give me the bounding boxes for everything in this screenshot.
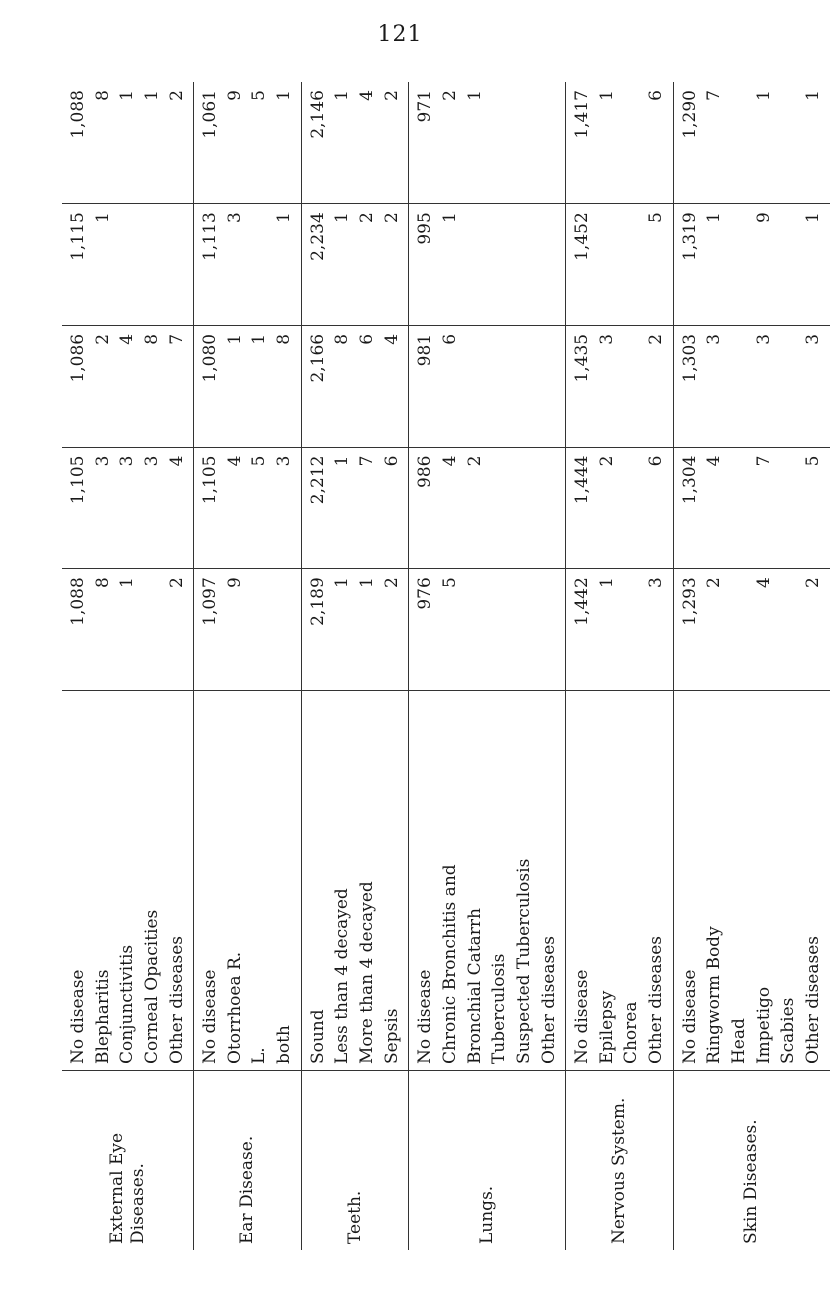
condition-label: Epilepsy bbox=[596, 990, 617, 1065]
count-value bbox=[776, 332, 801, 441]
condition-label: Sepsis bbox=[381, 1008, 402, 1065]
count-value: 1 bbox=[439, 212, 460, 224]
count-column bbox=[566, 82, 674, 204]
count-value: 1 bbox=[332, 212, 353, 224]
count-column bbox=[62, 325, 194, 447]
group-row bbox=[409, 82, 566, 1250]
count-value bbox=[776, 88, 801, 197]
count-value: 1,097 bbox=[200, 577, 221, 626]
count-value: 2 bbox=[166, 90, 187, 101]
count-value: 3 bbox=[704, 333, 725, 345]
count-value bbox=[487, 88, 512, 197]
count-value: 1,304 bbox=[679, 455, 700, 505]
count-value: 3 bbox=[117, 455, 138, 467]
count-value: 1,080 bbox=[200, 333, 221, 383]
count-column bbox=[301, 325, 409, 447]
count-value: 6 bbox=[646, 90, 667, 101]
condition-label: Blepharitis bbox=[92, 969, 113, 1065]
category-label: Skin Diseases. bbox=[673, 1071, 829, 1250]
count-value: 1,417 bbox=[572, 90, 593, 139]
statistics-table bbox=[62, 82, 830, 1250]
count-value: 1,105 bbox=[200, 455, 221, 505]
count-value: 5 bbox=[249, 455, 270, 467]
count-value: 3 bbox=[596, 333, 617, 345]
count-column bbox=[194, 569, 302, 691]
count-value: 5 bbox=[439, 577, 460, 589]
count-value: 7 bbox=[704, 90, 725, 101]
count-value: 2 bbox=[381, 90, 402, 101]
count-column bbox=[566, 447, 674, 569]
condition-label: Conjunctivitis bbox=[117, 944, 138, 1065]
count-value: 4 bbox=[439, 455, 460, 467]
condition-label: Chorea bbox=[621, 1001, 642, 1065]
count-value: 2 bbox=[802, 577, 823, 589]
condition-label: Corneal Opacities bbox=[141, 909, 162, 1065]
count-value: 5 bbox=[802, 455, 823, 467]
condition-label: Sound bbox=[307, 1009, 328, 1065]
count-value: 1,442 bbox=[572, 577, 593, 626]
count-value: 5 bbox=[249, 90, 270, 101]
count-value: 2 bbox=[439, 90, 460, 101]
condition-list bbox=[409, 690, 566, 1070]
condition-label: Other diseases bbox=[802, 935, 823, 1065]
count-value: 3 bbox=[753, 333, 774, 345]
count-value bbox=[595, 210, 620, 319]
category-label: External Eye Diseases. bbox=[62, 1071, 194, 1250]
page-number: 121 bbox=[377, 22, 423, 47]
category-label: Nervous System. bbox=[566, 1071, 674, 1250]
count-value bbox=[140, 575, 165, 684]
count-value bbox=[115, 210, 140, 319]
category-label: Teeth. bbox=[301, 1071, 409, 1250]
condition-label: Scabies bbox=[778, 997, 799, 1065]
count-column bbox=[301, 569, 409, 691]
count-column bbox=[62, 447, 194, 569]
count-column bbox=[409, 447, 566, 569]
count-value: 1,115 bbox=[68, 212, 88, 261]
count-value: 1 bbox=[802, 212, 823, 224]
condition-label: Impetigo bbox=[753, 986, 774, 1065]
count-value bbox=[619, 454, 644, 563]
count-value bbox=[537, 454, 562, 563]
count-value: 2,166 bbox=[307, 333, 328, 383]
condition-label: Other diseases bbox=[538, 935, 559, 1065]
count-value: 2 bbox=[704, 577, 725, 589]
count-value: 2 bbox=[357, 212, 378, 224]
count-value: 1 bbox=[753, 90, 774, 101]
condition-label: No disease bbox=[200, 969, 221, 1065]
condition-label: Chronic Bronchitis and bbox=[439, 864, 460, 1065]
count-value: 1,452 bbox=[572, 212, 593, 261]
count-value: 3 bbox=[141, 455, 162, 467]
count-value: 8 bbox=[92, 577, 113, 589]
count-value bbox=[463, 575, 488, 684]
count-value: 4 bbox=[704, 455, 725, 467]
count-column bbox=[673, 447, 829, 569]
count-column bbox=[409, 204, 566, 326]
count-value: 1,435 bbox=[572, 333, 593, 383]
condition-list bbox=[62, 690, 194, 1070]
count-value: 2 bbox=[166, 577, 187, 589]
count-column bbox=[409, 82, 566, 204]
count-value: 981 bbox=[415, 333, 436, 367]
count-value: 1 bbox=[332, 455, 353, 467]
count-value: 1 bbox=[224, 333, 245, 345]
count-value: 4 bbox=[117, 333, 138, 345]
table-body bbox=[62, 82, 830, 1250]
count-value bbox=[537, 210, 562, 319]
count-value bbox=[776, 454, 801, 563]
count-value: 1,086 bbox=[68, 333, 88, 383]
count-value: 6 bbox=[357, 333, 378, 345]
count-column bbox=[673, 82, 829, 204]
condition-label: Other diseases bbox=[646, 935, 667, 1065]
count-value: 2,212 bbox=[307, 455, 328, 505]
condition-label: Other diseases bbox=[166, 935, 187, 1065]
count-value: 1 bbox=[117, 577, 138, 589]
count-value bbox=[487, 575, 512, 684]
count-value: 4 bbox=[166, 455, 187, 467]
count-value bbox=[727, 210, 752, 319]
condition-label: No disease bbox=[572, 969, 593, 1065]
count-column bbox=[301, 447, 409, 569]
condition-label: Tuberculosis bbox=[489, 953, 510, 1065]
condition-label: Suspected Tuberculosis bbox=[513, 858, 534, 1065]
count-value bbox=[619, 575, 644, 684]
count-value bbox=[537, 88, 562, 197]
condition-list bbox=[566, 690, 674, 1070]
count-value: 1 bbox=[357, 577, 378, 589]
count-value: 1,444 bbox=[572, 455, 593, 505]
condition-label: Otorrhoea R. bbox=[224, 951, 245, 1065]
count-value: 9 bbox=[753, 212, 774, 224]
count-value: 4 bbox=[357, 90, 378, 101]
count-value bbox=[272, 575, 297, 684]
count-value bbox=[247, 575, 272, 684]
count-value: 2 bbox=[646, 333, 667, 345]
count-column bbox=[566, 325, 674, 447]
condition-label: No disease bbox=[679, 969, 700, 1065]
count-value bbox=[537, 575, 562, 684]
count-value: 8 bbox=[274, 333, 295, 345]
count-value: 1 bbox=[274, 90, 295, 101]
count-value: 976 bbox=[415, 577, 436, 610]
count-value bbox=[512, 454, 537, 563]
count-value bbox=[463, 210, 488, 319]
count-column bbox=[194, 325, 302, 447]
count-column bbox=[673, 569, 829, 691]
count-value: 2 bbox=[464, 455, 485, 467]
count-value: 2 bbox=[92, 333, 113, 345]
count-value: 7 bbox=[357, 455, 378, 467]
group-row bbox=[301, 82, 409, 1250]
count-column bbox=[194, 82, 302, 204]
count-value: 2 bbox=[596, 455, 617, 467]
count-value: 7 bbox=[753, 455, 774, 467]
count-value: 1 bbox=[464, 90, 485, 101]
count-value bbox=[247, 210, 272, 319]
count-value: 1,293 bbox=[679, 577, 700, 626]
count-value: 2,189 bbox=[307, 577, 328, 626]
count-value: 1 bbox=[332, 90, 353, 101]
condition-label: No disease bbox=[415, 969, 436, 1065]
count-value: 1,088 bbox=[68, 577, 88, 626]
count-value: 5 bbox=[646, 212, 667, 224]
count-value: 9 bbox=[224, 90, 245, 101]
count-value: 1 bbox=[274, 212, 295, 224]
condition-list bbox=[301, 690, 409, 1070]
count-value: 2,234 bbox=[307, 212, 328, 261]
count-value bbox=[776, 575, 801, 684]
category-label: Ear Disease. bbox=[194, 1071, 302, 1250]
count-value: 7 bbox=[166, 333, 187, 345]
count-value: 1,061 bbox=[200, 90, 221, 139]
count-value: 1 bbox=[141, 90, 162, 101]
count-value: 995 bbox=[415, 212, 436, 245]
count-column bbox=[194, 447, 302, 569]
count-value: 3 bbox=[92, 455, 113, 467]
count-value: 9 bbox=[224, 577, 245, 589]
count-value: 8 bbox=[141, 333, 162, 345]
count-value: 3 bbox=[224, 212, 245, 224]
condition-label: More than 4 decayed bbox=[357, 881, 378, 1065]
count-value: 1 bbox=[332, 577, 353, 589]
count-column bbox=[673, 325, 829, 447]
count-value: 6 bbox=[646, 455, 667, 467]
group-row bbox=[62, 82, 194, 1250]
condition-label: L. bbox=[249, 1047, 270, 1065]
count-value: 986 bbox=[415, 455, 436, 488]
count-value: 6 bbox=[439, 333, 460, 345]
count-value: 1 bbox=[704, 212, 725, 224]
count-value bbox=[512, 88, 537, 197]
count-value: 1 bbox=[596, 90, 617, 101]
group-row bbox=[673, 82, 829, 1250]
count-value: 971 bbox=[415, 90, 436, 123]
count-value: 4 bbox=[381, 333, 402, 345]
count-value: 1,319 bbox=[679, 212, 700, 261]
group-row bbox=[566, 82, 674, 1250]
count-column bbox=[62, 204, 194, 326]
count-value: 1 bbox=[802, 90, 823, 101]
condition-label: Ringworm Body bbox=[704, 926, 725, 1065]
count-column bbox=[566, 569, 674, 691]
condition-label: both bbox=[274, 1025, 295, 1065]
count-value: 1 bbox=[596, 577, 617, 589]
count-value bbox=[512, 575, 537, 684]
count-value: 1,113 bbox=[200, 212, 221, 261]
count-value bbox=[512, 210, 537, 319]
count-value bbox=[619, 88, 644, 197]
count-value: 1,290 bbox=[679, 90, 700, 139]
count-value bbox=[463, 332, 488, 441]
count-value bbox=[727, 332, 752, 441]
condition-label: Less than 4 decayed bbox=[332, 888, 353, 1065]
count-value bbox=[487, 454, 512, 563]
condition-list bbox=[194, 690, 302, 1070]
count-value bbox=[512, 332, 537, 441]
count-column bbox=[62, 569, 194, 691]
count-value bbox=[487, 210, 512, 319]
condition-label: No disease bbox=[68, 969, 88, 1065]
group-row bbox=[194, 82, 302, 1250]
count-value: 1 bbox=[117, 90, 138, 101]
count-column bbox=[62, 82, 194, 204]
count-column bbox=[409, 569, 566, 691]
count-value: 1,303 bbox=[679, 333, 700, 383]
sideways-statistics-table bbox=[62, 82, 823, 1250]
count-value: 1,088 bbox=[68, 90, 88, 139]
count-column bbox=[301, 204, 409, 326]
count-value bbox=[487, 332, 512, 441]
condition-list bbox=[673, 690, 829, 1070]
count-value bbox=[140, 210, 165, 319]
category-label: Lungs. bbox=[409, 1071, 566, 1250]
count-value bbox=[727, 454, 752, 563]
count-value: 6 bbox=[381, 455, 402, 467]
count-value: 1,105 bbox=[68, 455, 88, 505]
count-value: 4 bbox=[224, 455, 245, 467]
count-value: 2,146 bbox=[307, 90, 328, 139]
count-value bbox=[619, 332, 644, 441]
count-column bbox=[301, 82, 409, 204]
count-value: 3 bbox=[646, 577, 667, 589]
count-value bbox=[727, 575, 752, 684]
count-value bbox=[776, 210, 801, 319]
count-value bbox=[619, 210, 644, 319]
count-value bbox=[165, 210, 190, 319]
count-column bbox=[566, 204, 674, 326]
count-value bbox=[537, 332, 562, 441]
count-value: 4 bbox=[753, 577, 774, 589]
count-value: 3 bbox=[274, 455, 295, 467]
count-column bbox=[673, 204, 829, 326]
count-value: 1 bbox=[92, 212, 113, 224]
count-value: 2 bbox=[381, 212, 402, 224]
count-value: 8 bbox=[332, 333, 353, 345]
count-value: 8 bbox=[92, 90, 113, 101]
count-column bbox=[194, 204, 302, 326]
count-column bbox=[409, 325, 566, 447]
count-value: 2 bbox=[381, 577, 402, 589]
condition-label: Head bbox=[729, 1018, 750, 1065]
condition-label: Bronchial Catarrh bbox=[464, 908, 485, 1065]
count-value bbox=[727, 88, 752, 197]
count-value: 3 bbox=[802, 333, 823, 345]
count-value: 1 bbox=[249, 333, 270, 345]
